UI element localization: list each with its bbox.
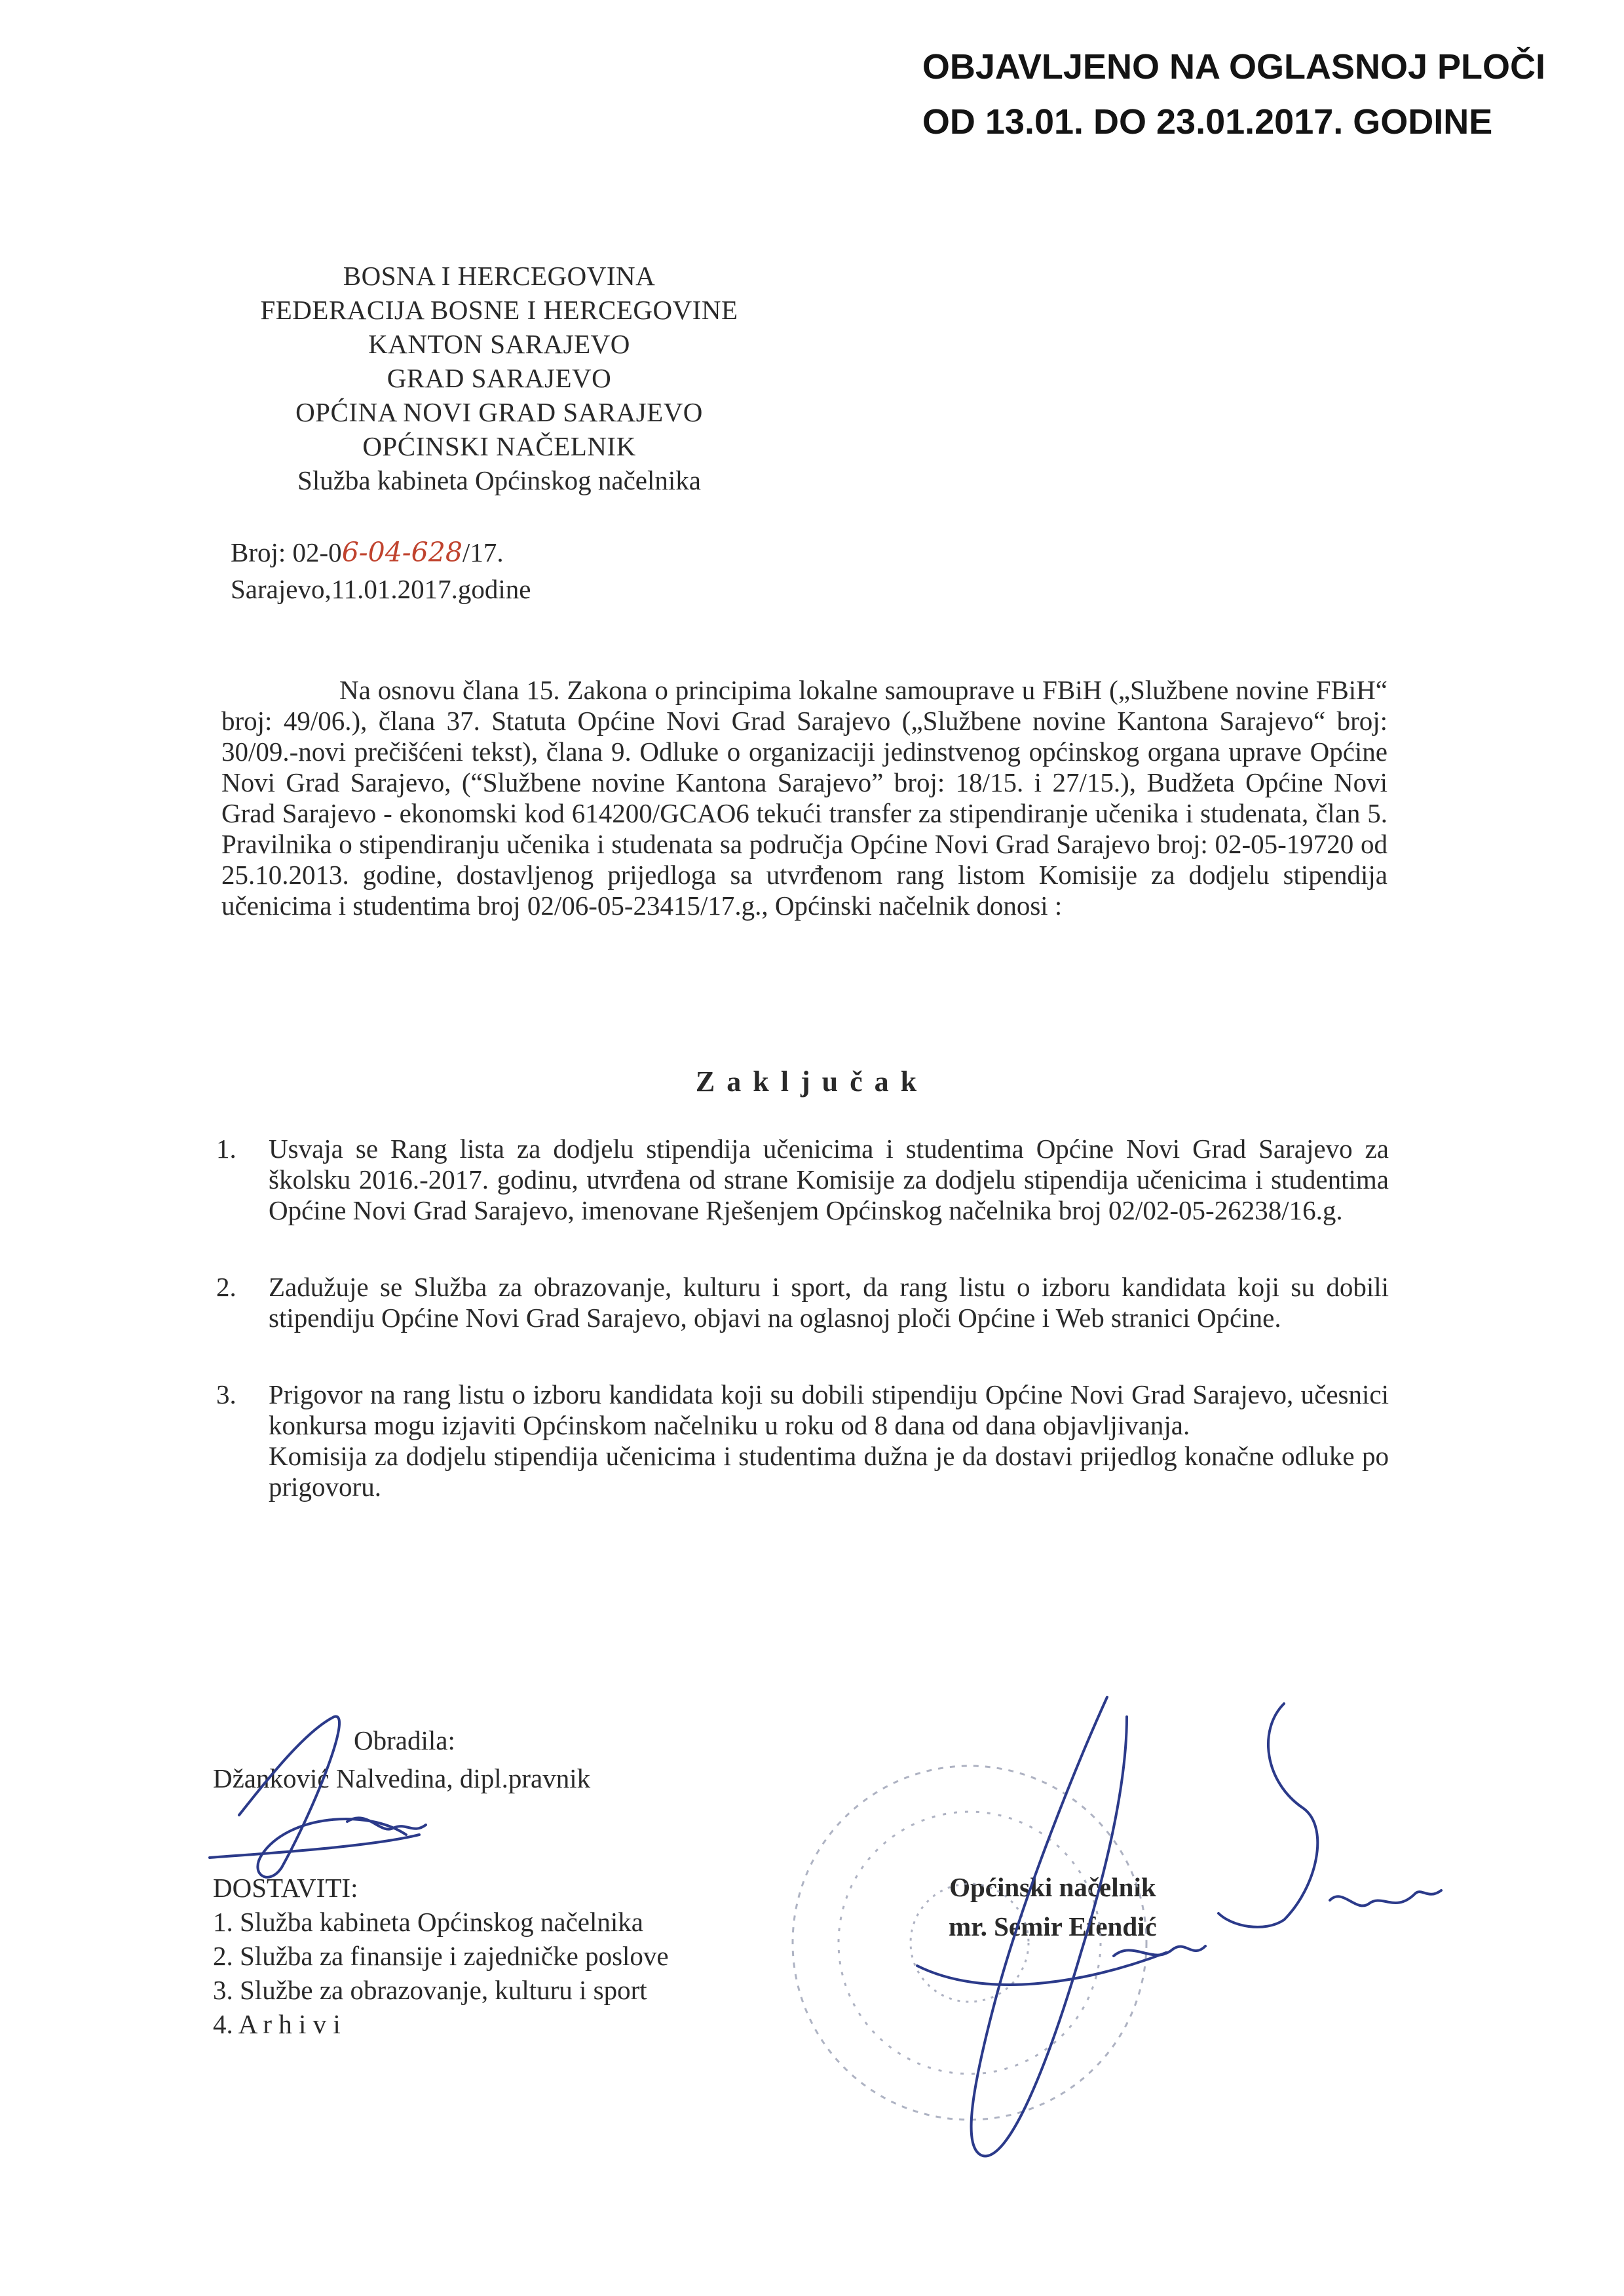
conclusion-item-text: Prigovor na rang listu o izboru kandidata koji su dobili stipendiju Općine Novi Grad Sarajevo, učesnici konkursa mogu izjaviti Općinskom načelniku u roku od 8 dana od dana objavljivanja.: [269, 1379, 1389, 1440]
conclusion-item-text: Zadužuje se Služba za obrazovanje, kulturu i sport, da rang listu o izboru kandidata koji su dobili stipendiju Općine Novi Grad Sarajevo, objavi na oglasnoj ploči Općine i Web stranici Općine.: [269, 1272, 1389, 1333]
reference-number-handwritten: 6-04-628: [341, 537, 463, 568]
letterhead-canton: KANTON SARAJEVO: [368, 329, 630, 359]
delivery-item: 1. Služba kabineta Općinskog načelnika: [213, 1907, 643, 1937]
conclusion-item-number: 2.: [216, 1272, 236, 1302]
reference-place-date: Sarajevo,11.01.2017.godine: [231, 574, 531, 604]
mayor-title: Općinski načelnik: [949, 1872, 1156, 1902]
preamble: [221, 675, 1388, 921]
document-reference: [231, 534, 531, 607]
mayor-signature-block: [949, 1867, 1157, 1946]
prepared-by-name: Džanković Nalvedina, dipl.pravnik: [213, 1763, 591, 1793]
mayor-name: mr. Semir Efendić: [949, 1911, 1157, 1942]
delivery-item: 3. Službe za obrazovanje, kulturu i sport: [213, 1975, 647, 2005]
conclusion-item: [216, 1272, 1389, 1333]
letterhead-office: OPĆINSKI NAČELNIK: [362, 431, 636, 461]
publication-notice-line2: OD 13.01. DO 23.01.2017. GODINE: [922, 102, 1493, 142]
letterhead-service: Služba kabineta Općinskog načelnika: [297, 465, 701, 495]
publication-notice: [922, 39, 1545, 149]
preamble-text: Na osnovu člana 15. Zakona o principima lokalne samouprave u FBiH („Službene novine FBiH“ broj: 49/06.), člana 37. Statuta Općine Novi Grad Sarajevo („Službene novine Kantona Sarajevo“ broj: 30/09.-novi prečišćeni tekst), člana 9. Odluke o organizaciji jedinstvenog općinskog organa uprave Općine Novi Grad Sarajevo, (“Službene novine Kantona Sarajevo” broj: 18/15. i 27/15.), Budžeta Općine Novi Grad Sarajevo - ekonomski kod 614200/GCAO6 tekući transfer za stipendiranje učenika i studenata, član 5. Pravilnika o stipendiranju učenika i studenata sa područja Općine Novi Grad Sarajevo broj: 02-05-19720 od 25.10.2013. godine, dostavljenog prijedloga sa utvrđenom rang listom Komisije za dodjelu stipendija učenicima i studentima broj 02/06-05-23415/17.g., Općinski načelnik donosi :: [221, 675, 1388, 921]
letterhead-municipality: OPĆINA NOVI GRAD SARAJEVO: [295, 397, 703, 427]
conclusion-items: [216, 1134, 1389, 1548]
prepared-by-label: Obradila:: [354, 1725, 455, 1755]
letterhead-federation: FEDERACIJA BOSNE I HERCEGOVINE: [260, 295, 738, 325]
document-title: Zaključak: [695, 1065, 929, 1098]
letterhead-city: GRAD SARAJEVO: [387, 363, 612, 393]
conclusion-item: [216, 1134, 1389, 1226]
conclusion-item: [216, 1379, 1389, 1502]
letterhead: [231, 259, 768, 497]
delivery-item: 4. A r h i v i: [213, 2009, 341, 2039]
publication-notice-line1: OBJAVLJENO NA OGLASNOJ PLOČI: [922, 47, 1545, 86]
conclusion-item-number: 1.: [216, 1134, 236, 1164]
reference-number: [231, 534, 531, 571]
conclusion-item-text: Usvaja se Rang lista za dodjelu stipendija učenicima i studentima Općine Novi Grad Sarajevo za školsku 2016.-2017. godinu, utvrđena od strane Komisije za dodjelu stipendija učenicima i studentima Općine Novi Grad Sarajevo, imenovane Rješenjem Općinskog načelnika broj 02/02-05-26238/16.g.: [269, 1134, 1389, 1225]
delivery-item: 2. Služba za finansije i zajedničke poslove: [213, 1941, 669, 1971]
conclusion-item-text-continued: Komisija za dodjelu stipendija učenicima i studentima dužna je da dostavi prijedlog konačne odluke po prigovoru.: [269, 1441, 1389, 1502]
delivery-label: DOSTAVITI:: [213, 1873, 358, 1903]
reference-number-suffix: /17.: [462, 537, 504, 567]
delivery-list: [213, 1871, 669, 2041]
reference-number-prefix: Broj: 02-0: [231, 537, 342, 567]
conclusion-item-number: 3.: [216, 1379, 236, 1409]
letterhead-country: BOSNA I HERCEGOVINA: [343, 261, 656, 291]
